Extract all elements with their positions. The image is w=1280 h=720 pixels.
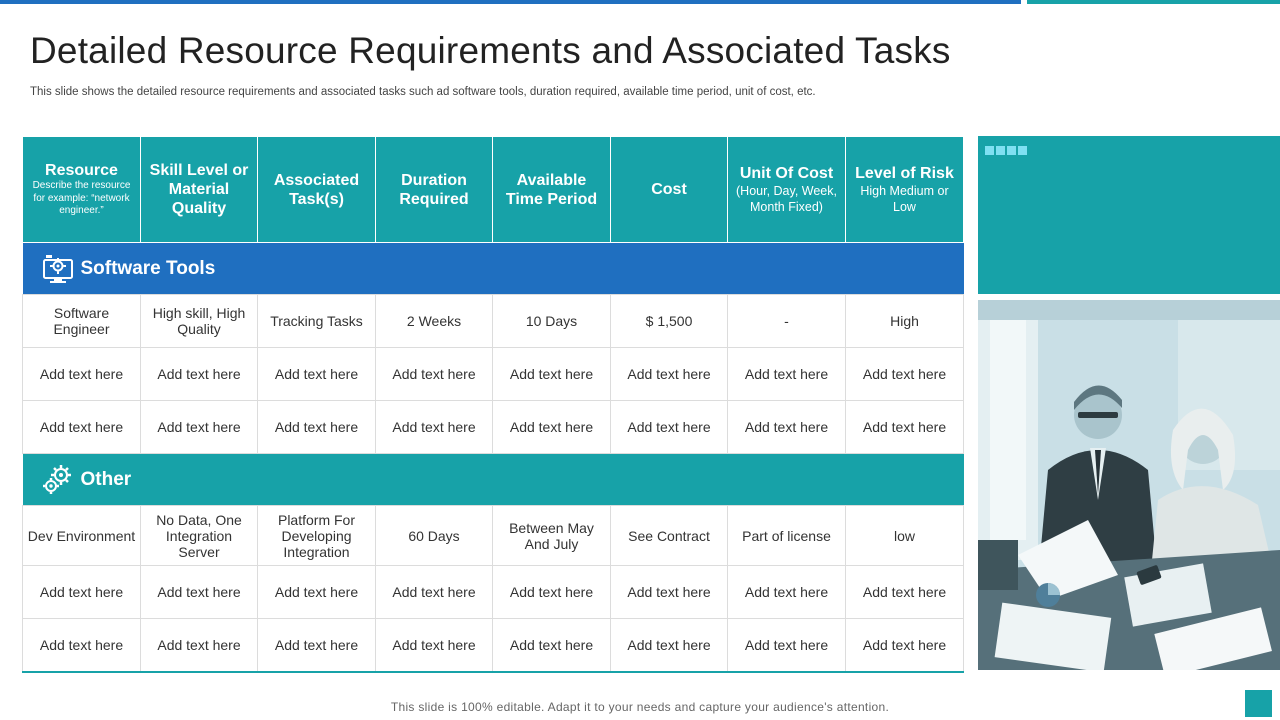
- table-cell: Add text here: [258, 566, 376, 619]
- table-cell: Add text here: [23, 619, 141, 672]
- computer-gear-icon: [41, 252, 75, 286]
- header-cost: [611, 137, 728, 243]
- header-resource-note: Describe the resource for example: “network engineer.”: [32, 180, 131, 217]
- table-cell: Add text here: [376, 348, 493, 401]
- table-cell: -: [728, 295, 846, 348]
- slide-title: Detailed Resource Requirements and Associated Tasks: [30, 30, 951, 71]
- table-row: [23, 295, 964, 348]
- section-software-tools-label: Software Tools: [80, 257, 216, 279]
- header-associated-tasks-title: Associated Task(s): [273, 171, 360, 208]
- business-meeting-photo: [978, 300, 1280, 670]
- decorative-square: [1007, 146, 1016, 155]
- corner-decorative-square: [1245, 690, 1272, 717]
- table-cell: Between May And July: [493, 506, 611, 566]
- table-cell: Add text here: [611, 348, 728, 401]
- decorative-square: [985, 146, 994, 155]
- header-level-of-risk-title: Level of Risk: [855, 165, 954, 182]
- section-software-tools-cell: [23, 243, 964, 295]
- table-cell: Add text here: [846, 348, 964, 401]
- table-cell: Add text here: [23, 348, 141, 401]
- header-unit-of-cost: [728, 137, 846, 243]
- table-cell: Add text here: [846, 619, 964, 672]
- slide-subtitle: This slide shows the detailed resource requirements and associated tasks such ad software tools, duration required, available time period, unit of cost, etc.: [30, 86, 816, 98]
- table-cell: Add text here: [728, 401, 846, 454]
- table-cell: Add text here: [23, 566, 141, 619]
- table-cell: 2 Weeks: [376, 295, 493, 348]
- resource-table: [22, 136, 964, 673]
- top-accent-bar-teal: [1027, 0, 1280, 4]
- table-cell: Add text here: [141, 566, 258, 619]
- table-cell: High skill, High Quality: [141, 295, 258, 348]
- table-cell: Add text here: [728, 566, 846, 619]
- header-skill-level-title: Skill Level or Material Quality: [149, 162, 249, 217]
- table-cell: Add text here: [611, 566, 728, 619]
- table-cell: Add text here: [141, 401, 258, 454]
- header-duration: [376, 137, 493, 243]
- table-cell: Add text here: [141, 348, 258, 401]
- header-available-time-title: Available Time Period: [505, 171, 598, 208]
- decorative-teal-panel: [978, 136, 1280, 294]
- header-associated-tasks: [258, 137, 376, 243]
- table-cell: Add text here: [141, 619, 258, 672]
- table-cell: Add text here: [376, 401, 493, 454]
- table-cell: Add text here: [611, 401, 728, 454]
- section-other: [23, 454, 964, 506]
- header-unit-of-cost-note: (Hour, Day, Week, Month Fixed): [736, 184, 837, 214]
- table-row: [23, 401, 964, 454]
- gears-icon: [41, 463, 75, 497]
- table-cell: Add text here: [376, 566, 493, 619]
- table-cell: Add text here: [611, 619, 728, 672]
- table-cell: See Contract: [611, 506, 728, 566]
- header-duration-title: Duration Required: [399, 171, 469, 208]
- table-row: [23, 619, 964, 672]
- header-cost-title: Cost: [651, 181, 687, 198]
- table-cell: Add text here: [846, 401, 964, 454]
- table-row: [23, 506, 964, 566]
- header-unit-of-cost-title: Unit Of Cost: [739, 165, 834, 182]
- header-level-of-risk: [846, 137, 964, 243]
- table-cell: Add text here: [728, 348, 846, 401]
- table-cell: No Data, One Integration Server: [141, 506, 258, 566]
- slide-footer: This slide is 100% editable. Adapt it to your needs and capture your audience's attention.: [390, 700, 890, 714]
- table-cell: low: [846, 506, 964, 566]
- table-cell: Add text here: [258, 401, 376, 454]
- table-cell: Add text here: [846, 566, 964, 619]
- decorative-square: [996, 146, 1005, 155]
- table-row: [23, 348, 964, 401]
- header-level-of-risk-note: High Medium or Low: [860, 184, 949, 214]
- table-cell: Add text here: [258, 348, 376, 401]
- header-resource-title: Resource: [45, 162, 118, 180]
- table-cell: 60 Days: [376, 506, 493, 566]
- table-cell: Add text here: [493, 566, 611, 619]
- header-resource: [23, 137, 141, 243]
- table-cell: 10 Days: [493, 295, 611, 348]
- table-cell: Add text here: [376, 619, 493, 672]
- table-cell: Part of license: [728, 506, 846, 566]
- table-cell: Add text here: [493, 348, 611, 401]
- table-cell: Dev Environment: [23, 506, 141, 566]
- table-cell: Platform For Developing Integration: [258, 506, 376, 566]
- table-cell: Add text here: [258, 619, 376, 672]
- table-cell: Add text here: [493, 401, 611, 454]
- table-cell: Add text here: [728, 619, 846, 672]
- section-software-tools: [23, 243, 964, 295]
- table-cell: Software Engineer: [23, 295, 141, 348]
- header-available-time: [493, 137, 611, 243]
- header-skill-level: [141, 137, 258, 243]
- table-cell: High: [846, 295, 964, 348]
- decorative-square: [1018, 146, 1027, 155]
- table-cell: Tracking Tasks: [258, 295, 376, 348]
- table-header-row: [23, 137, 964, 243]
- table-cell: $ 1,500: [611, 295, 728, 348]
- section-other-label: Other: [80, 468, 132, 490]
- top-accent-bar-blue: [0, 0, 1021, 4]
- meeting-illustration: [978, 300, 1280, 670]
- table-cell: Add text here: [493, 619, 611, 672]
- section-other-cell: [23, 454, 964, 506]
- table-row: [23, 566, 964, 619]
- table-cell: Add text here: [23, 401, 141, 454]
